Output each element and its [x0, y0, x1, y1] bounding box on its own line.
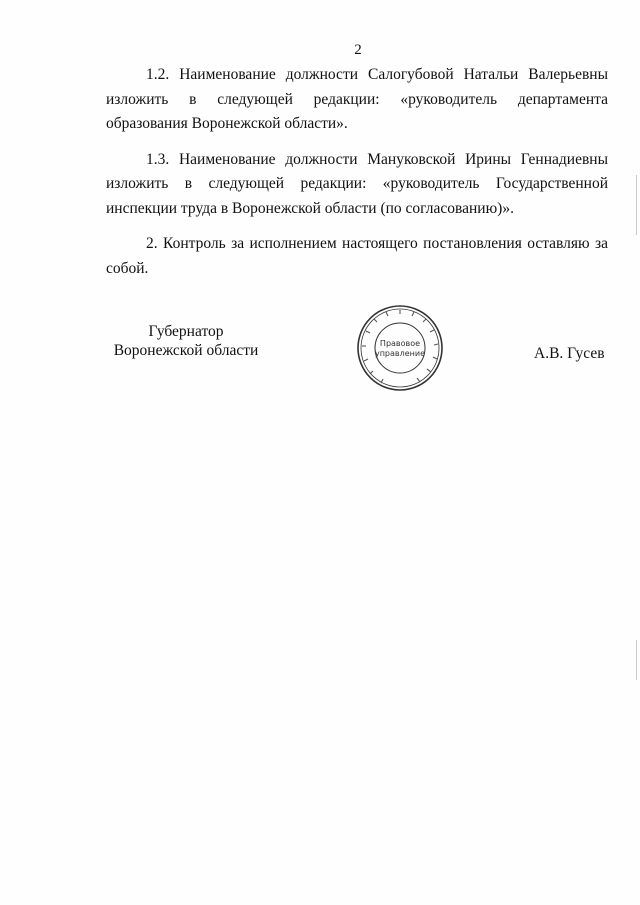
official-stamp: [354, 302, 446, 394]
paragraph-1-3: [106, 148, 608, 222]
paragraph-text: Наименование должности Мануковской Ирины Геннадиевны изложить в следующей редакции: «руководитель Государственной инспекции труда в Воронежской области (по согласованию)».: [106, 150, 608, 217]
signatory-title-line-2: Воронежской области: [113, 342, 259, 359]
paragraph-text: Наименование должности Салогубовой Натальи Валерьевны изложить в следующей редакции: «руководитель департамента образования Воронежской области».: [106, 66, 608, 132]
paragraph-text: Контроль за исполнением настоящего постановления оставляю за собой.: [106, 235, 609, 277]
scan-edge-mark: [636, 640, 637, 680]
paragraph-number: 2.: [146, 235, 158, 252]
paragraph-number: 1.2.: [146, 66, 170, 83]
signature-block: [0, 322, 640, 402]
stamp-inner-line-1: Правовое: [379, 339, 421, 348]
page-number: 2: [354, 42, 362, 58]
paragraph-2: [106, 232, 608, 281]
signatory-name: А.В. Гусев: [534, 345, 605, 362]
document-body: [106, 63, 608, 292]
signatory-title: [106, 322, 266, 360]
signatory-title-line-1: Губернатор: [148, 323, 224, 340]
paragraph-number: 1.3.: [146, 150, 170, 168]
stamp-inner-line-2: управление: [374, 349, 426, 358]
paragraph-1-2: [106, 63, 608, 137]
scan-edge-mark: [636, 175, 637, 235]
